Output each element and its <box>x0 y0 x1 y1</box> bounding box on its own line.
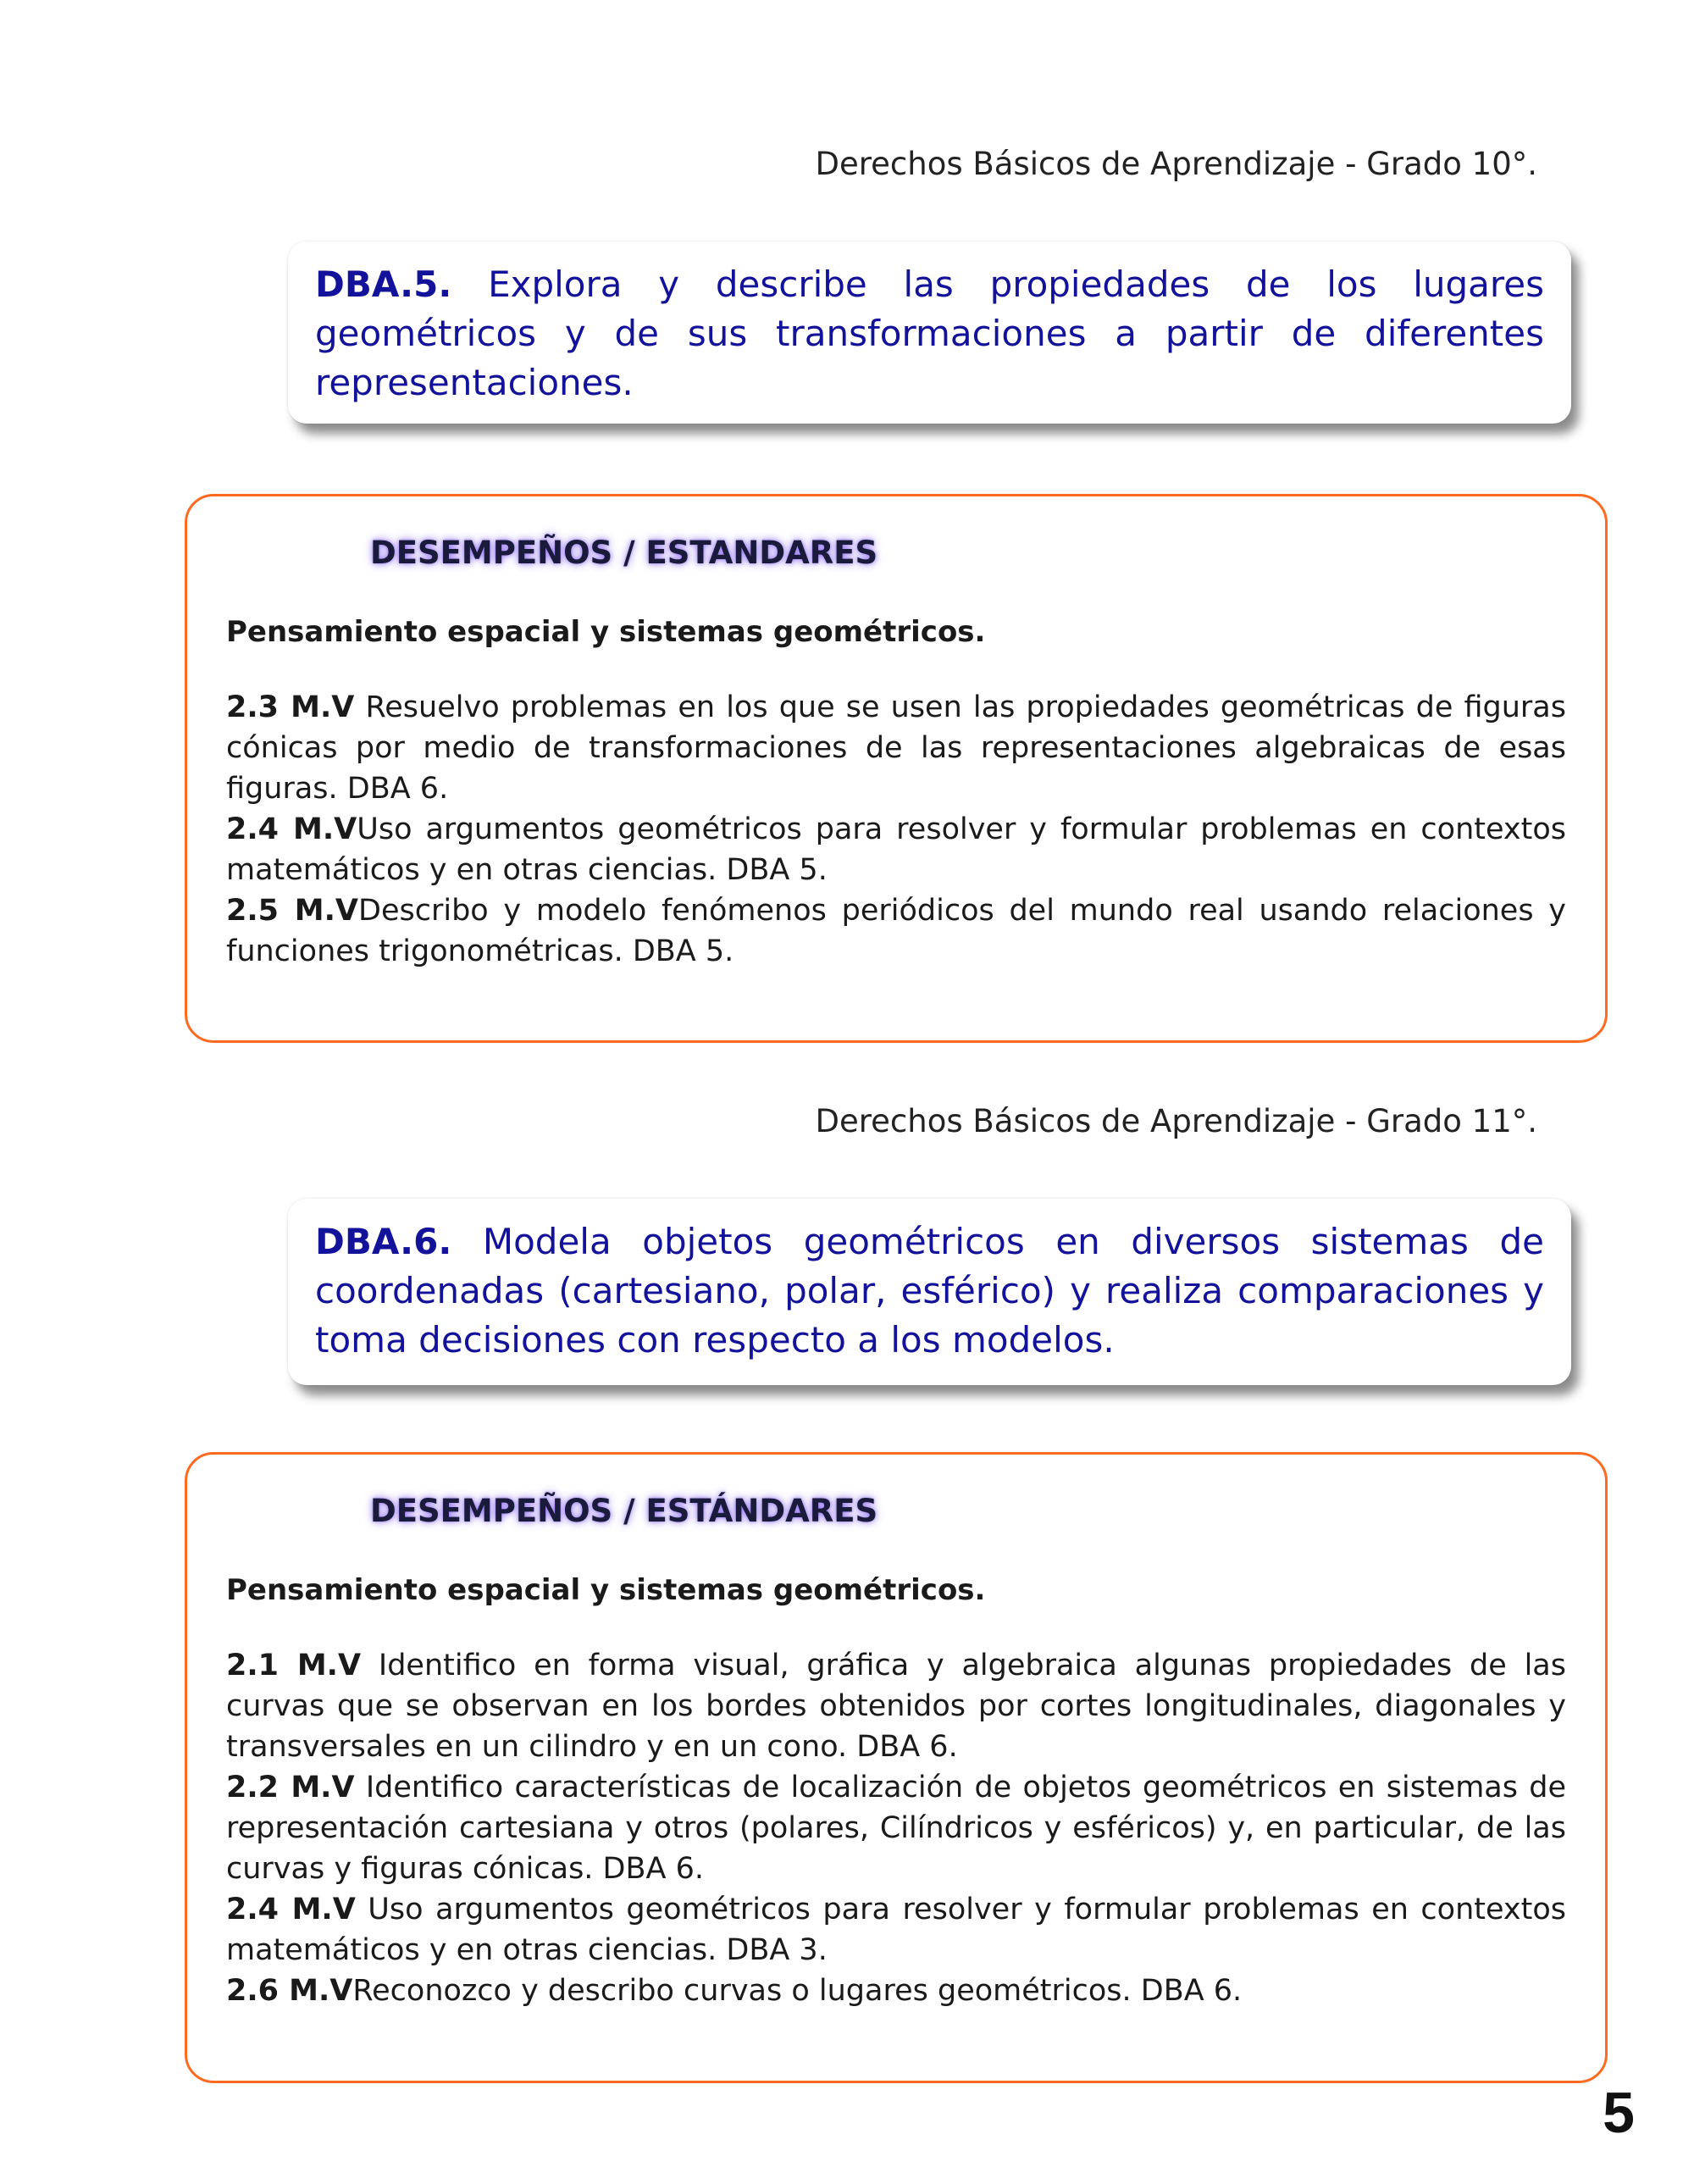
standard-code: 2.4 M.V <box>226 812 357 846</box>
dba-card-6 <box>288 1199 1571 1385</box>
standard-code: 2.2 M.V <box>226 1771 355 1804</box>
standard-code: 2.3 M.V <box>226 690 355 724</box>
standard-text: Uso argumentos geométricos para resolver y formular problemas en contextos matemáticos y en otras ciencias. DBA 5. <box>226 812 1566 887</box>
standards-list <box>226 687 1566 972</box>
standard-item <box>226 1889 1566 1971</box>
standard-item <box>226 687 1566 809</box>
standard-text: Uso argumentos geométricos para resolver y formular problemas en contextos matemáticos y en otras ciencias. DBA 3. <box>226 1893 1566 1967</box>
page-number: 5 <box>1603 2081 1635 2145</box>
standard-item <box>226 809 1566 890</box>
grade-header-10: Derechos Básicos de Aprendizaje - Grado 10°. <box>815 146 1537 182</box>
dba-description: Explora y describe las propiedades de los lugares geométricos y de sus transformaciones a partir de diferentes representaciones. <box>315 263 1544 403</box>
standard-text: Identifico características de localización de objetos geométricos en sistemas de representación cartesiana y otros (polares, Cilíndricos y esféricos) y, en particular, de las curvas y figuras cónicas. DBA 6. <box>226 1771 1566 1886</box>
standard-text: Reconozco y describo curvas o lugares geométricos. DBA 6. <box>352 1974 1243 2008</box>
dba-description: Modela objetos geométricos en diversos sistemas de coordenadas (cartesiano, polar, esférico) y realiza comparaciones y toma decisiones con respecto a los modelos. <box>315 1221 1544 1361</box>
standard-text: Describo y modelo fenómenos periódicos del mundo real usando relaciones y funciones trigonométricas. DBA 5. <box>226 894 1566 968</box>
dba-card-5 <box>288 241 1571 424</box>
standard-text: Resuelvo problemas en los que se usen las propiedades geométricas de figuras cónicas por medio de transformaciones de las representaciones algebraicas de esas figuras. DBA 6. <box>226 690 1566 806</box>
standard-code: 2.5 M.V <box>226 894 358 928</box>
dba-code: DBA.5. <box>315 263 452 305</box>
standard-code: 2.4 M.V <box>226 1893 356 1926</box>
dba-statement <box>315 260 1544 407</box>
standards-subtitle: Pensamiento espacial y sistemas geométricos. <box>226 1573 986 1607</box>
standard-item <box>226 1971 1566 2011</box>
standards-subtitle: Pensamiento espacial y sistemas geométricos. <box>226 615 986 649</box>
standard-text: Identifico en forma visual, gráfica y algebraica algunas propiedades de las curvas que se observan en los bordes obtenidos por cortes longitudinales, diagonales y transversales en un cilindro y en un cono. DBA 6. <box>226 1649 1566 1764</box>
grade-header-11: Derechos Básicos de Aprendizaje - Grado 11°. <box>815 1103 1537 1139</box>
standards-title: DESEMPEÑOS / ESTANDARES <box>370 535 878 571</box>
standards-box-11 <box>185 1452 1608 2083</box>
standards-box-10 <box>185 494 1608 1043</box>
standards-title: DESEMPEÑOS / ESTÁNDARES <box>370 1493 878 1529</box>
standard-item <box>226 1767 1566 1889</box>
standard-code: 2.6 M.V <box>226 1974 353 2008</box>
dba-code: DBA.6. <box>315 1221 452 1262</box>
standard-code: 2.1 M.V <box>226 1649 362 1682</box>
standards-list <box>226 1645 1566 2011</box>
standard-item <box>226 890 1566 972</box>
dba-statement <box>315 1217 1544 1365</box>
standard-item <box>226 1645 1566 1767</box>
